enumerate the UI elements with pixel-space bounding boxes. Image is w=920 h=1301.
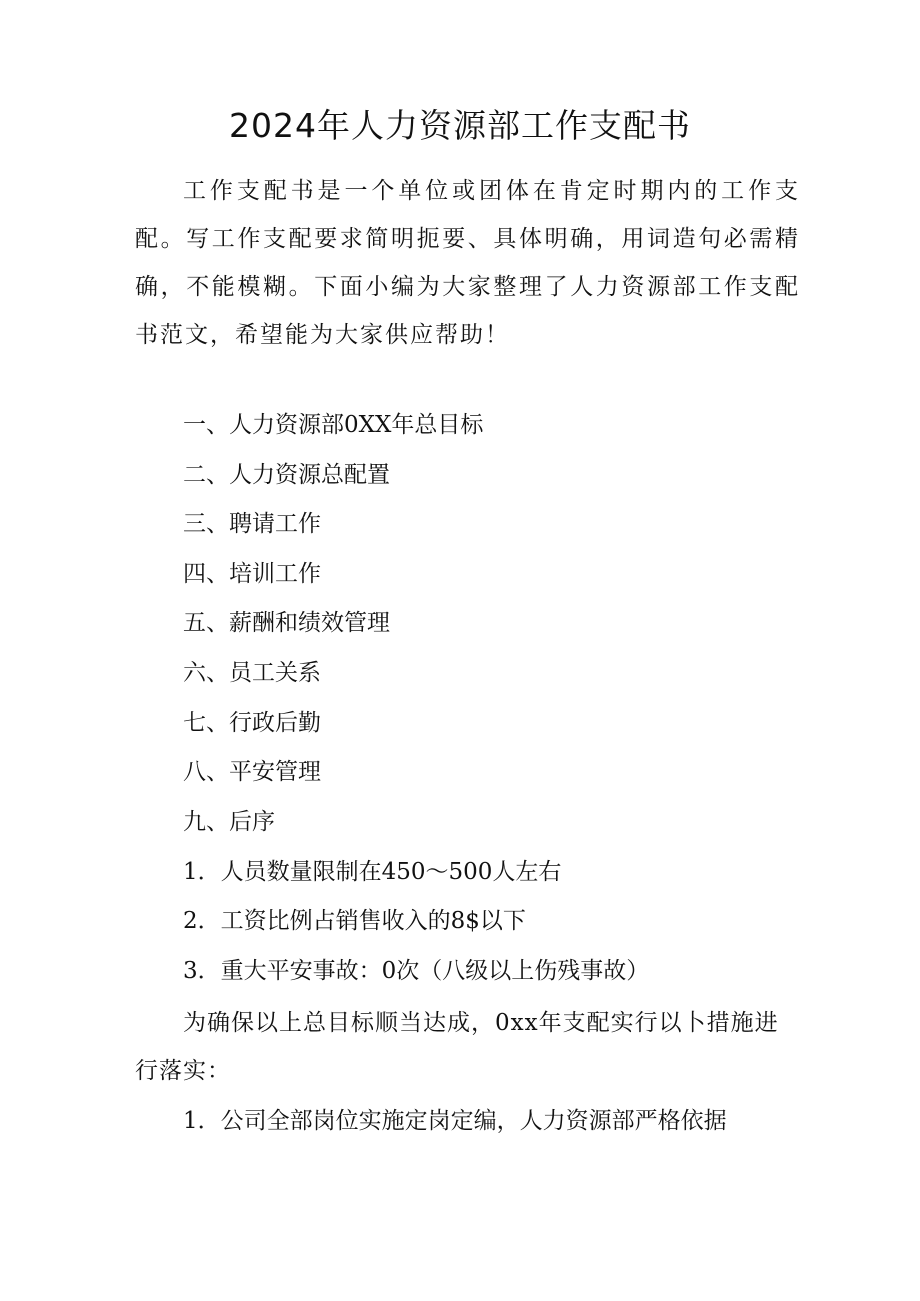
goal-item-2: 2．工资比例占销售收入的8$以下 xyxy=(183,908,526,934)
intro-paragraph: 工作支配书是一个单位或团体在肯定时期内的工作支配。写工作支配要求简明扼要、具体明确，用词造句必需精确，不能模糊。下面小编为大家整理了人力资源部工作支配书范文，希望能为大家供应帮助！ xyxy=(135,178,800,348)
goal-item-1: 1．人员数量限制在450～500人左右 xyxy=(183,859,562,885)
measures-intro-paragraph: 为确保以上总目标顺当达成，0xx年支配实行以卜措施进行落实： xyxy=(135,1010,779,1084)
section-heading-8: 八、平安管理 xyxy=(183,759,321,785)
section-heading-6: 六、员工关系 xyxy=(183,660,321,686)
document-title: 2024年人力资源部工作支配书 xyxy=(229,106,691,145)
section-heading-9: 九、后序 xyxy=(183,809,275,835)
section-heading-7: 七、行政后勤 xyxy=(183,710,321,736)
section-heading-3: 三、聘请工作 xyxy=(183,511,321,537)
section-heading-4: 四、培训工作 xyxy=(183,561,321,587)
goal-item-3: 3．重大平安事故：0次（八级以上伤残事故） xyxy=(183,958,650,984)
section-heading-2: 二、人力资源总配置 xyxy=(183,462,390,488)
measure-item-1: 1．公司全部岗位实施定岗定编，人力资源部严格依据 xyxy=(183,1108,727,1134)
section-heading-5: 五、薪酬和绩效管理 xyxy=(183,610,390,636)
section-heading-1: 一、人力资源部0XX年总目标 xyxy=(183,412,484,438)
